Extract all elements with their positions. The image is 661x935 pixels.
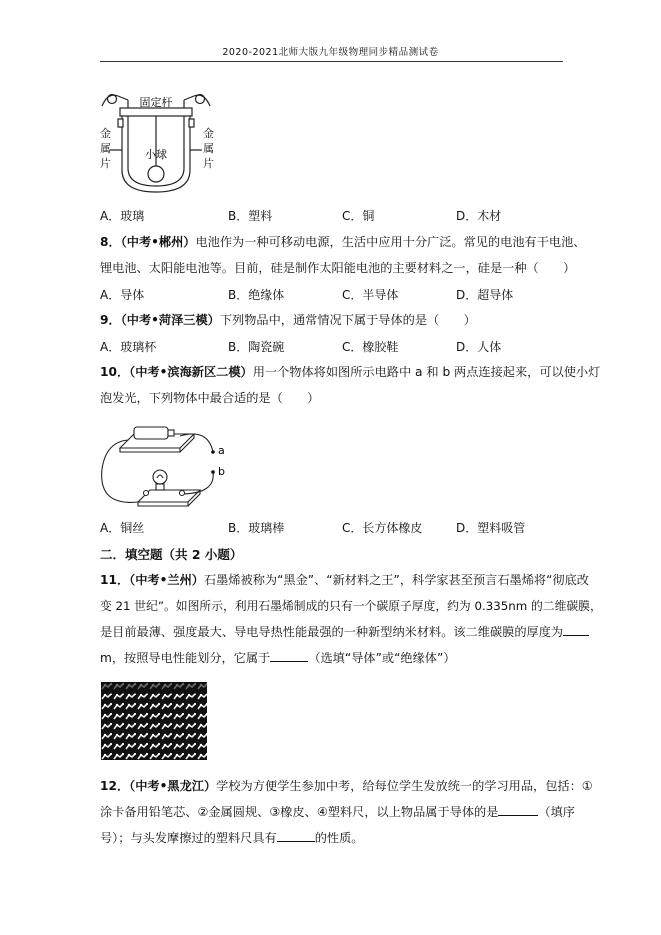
q10-line1 — [100, 363, 600, 380]
q10-number: 10． — [100, 365, 130, 379]
q11-text4a: m，按照导电性能划分，它属于 — [100, 651, 271, 665]
q12-blank-conductors — [498, 804, 538, 816]
q10-option-a: A．铜丝 — [100, 521, 145, 535]
q9-text1: 下列物品中，通常情况下属于导体的是（ ） — [219, 313, 476, 327]
q12-source: （中考•黑龙江） — [129, 779, 217, 793]
circuit-figure — [98, 414, 238, 514]
q12-text3b: 的性质。 — [314, 831, 364, 845]
q11-blank-conductivity — [270, 650, 308, 662]
q12-line1 — [100, 777, 593, 794]
q11-line3 — [100, 623, 589, 640]
page-header: 2020-2021北师大版九年级物理同步精品测试卷 — [222, 47, 439, 58]
header-rule — [100, 61, 563, 62]
q9-source: （中考•菏泽三模） — [120, 313, 220, 327]
graphene-image — [101, 682, 207, 760]
metal-plate-right-label: 金属片 — [203, 127, 214, 170]
q8-line1 — [100, 233, 586, 250]
q12-text2b: （填序 — [538, 805, 575, 819]
q11-line4 — [100, 649, 455, 666]
q8-option-a: A．导体 — [100, 288, 145, 302]
q11-source: （中考•兰州） — [129, 573, 204, 587]
point-a-label: a — [218, 444, 225, 457]
q7-option-d: D．木材 — [456, 209, 502, 223]
q10-option-d: D．塑料吸管 — [456, 521, 526, 535]
q12-text2a: 涂卡备用铅笔芯、②金属圆规、③橡皮、④塑料尺，以上物品属于导体的是 — [100, 805, 499, 819]
point-b-label: b — [218, 465, 225, 478]
q12-number: 12． — [100, 779, 130, 793]
q9-line1 — [100, 311, 476, 328]
section-2-title: 二．填空题（共 2 小题） — [100, 547, 243, 562]
q12-text3a: 号）；与头发摩擦过的塑料尺具有 — [100, 831, 277, 845]
ball-label: 小球 — [145, 148, 167, 161]
q8-line2: 锂电池、太阳能电池等。目前，硅是制作太阳能电池的主要材料之一，硅是一种（ ） — [100, 261, 576, 275]
q8-text1: 电池作为一种可移动电源，生活中应用十分广泛。常见的电池有干电池、 — [195, 235, 586, 249]
q7-option-c: C．铜 — [342, 209, 375, 223]
q12-line2 — [100, 803, 575, 820]
q11-line1 — [100, 571, 589, 588]
q12-blank-property — [277, 830, 315, 842]
fixed-rod-label: 固定杆 — [139, 96, 173, 109]
q8-source: （中考•郴州） — [120, 235, 196, 249]
q11-line2: 变 21 世纪”。如图所示，利用石墨烯制成的只有一个碳原子厚度，约为 0.335nm 的二维碳膜， — [100, 599, 602, 613]
q8-option-d: D．超导体 — [456, 288, 514, 302]
q12-text1: 学校为方便学生参加中考，给每位学生发放统一的学习用品，包括：① — [216, 779, 593, 793]
q11-text3: 是目前最薄、强度最大、导电导热性能最强的一种新型纳米材料。该二维碳膜的厚度为 — [100, 625, 564, 639]
q7-option-a: A．玻璃 — [100, 209, 145, 223]
q10-line2: 泡发光，下列物体中最合适的是（ ） — [100, 391, 320, 405]
q10-option-c: C．长方体橡皮 — [342, 521, 423, 535]
q10-option-b: B．玻璃棒 — [228, 521, 285, 535]
q9-option-a: A．玻璃杯 — [100, 340, 157, 354]
q11-blank-thickness — [563, 624, 589, 636]
q9-option-d: D．人体 — [456, 340, 502, 354]
q9-option-c: C．橡胶鞋 — [342, 340, 399, 354]
q7-option-b: B．塑料 — [228, 209, 273, 223]
q8-option-b: B．绝缘体 — [228, 288, 285, 302]
q11-text4b: （选填“导体”或“绝缘体”） — [308, 651, 456, 665]
q8-number: 8． — [100, 235, 121, 249]
q11-number: 11． — [100, 573, 130, 587]
q9-option-b: B．陶瓷碗 — [228, 340, 285, 354]
q11-text1: 石墨烯被称为“黑金”、“新材料之王”，科学家甚至预言石墨烯将“彻底改 — [203, 573, 589, 587]
metal-plate-left-label: 金属片 — [100, 127, 111, 170]
q12-line3 — [100, 829, 363, 846]
q8-option-c: C．半导体 — [342, 288, 399, 302]
q9-number: 9． — [100, 313, 121, 327]
q10-source: （中考•滨海新区二模） — [129, 365, 253, 379]
q10-text1: 用一个物体将如图所示电路中 a 和 b 两点连接起来，可以使小灯 — [252, 365, 601, 379]
